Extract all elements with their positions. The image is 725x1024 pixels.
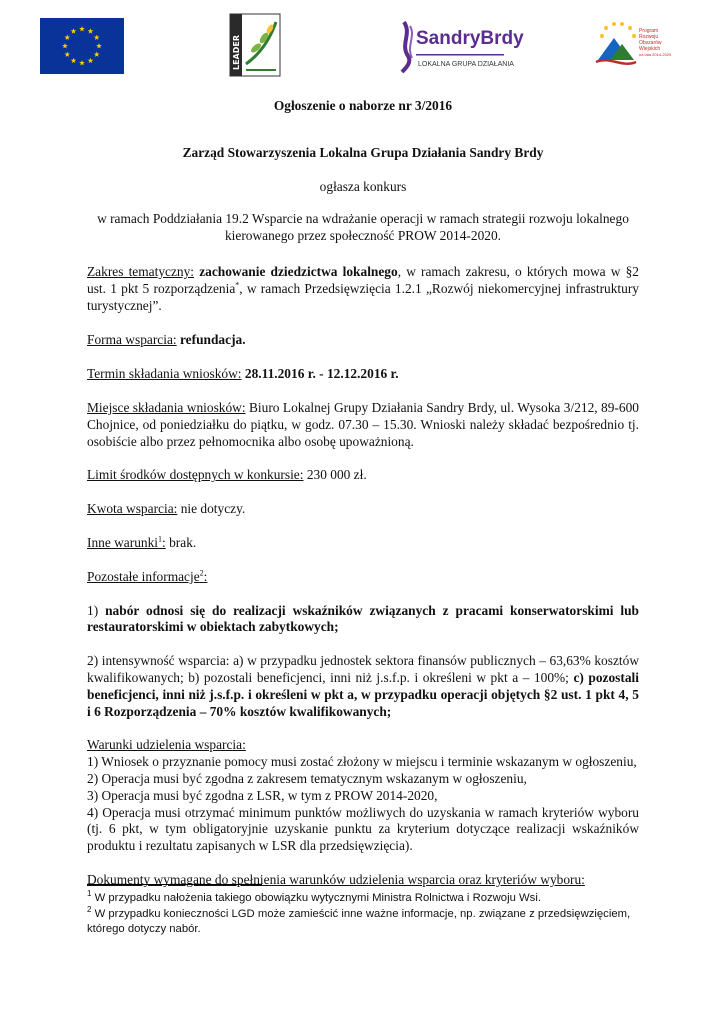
limit-label: Limit środków dostępnych w konkursie: bbox=[87, 467, 304, 483]
kwota-paragraph bbox=[87, 501, 639, 518]
zakres-paragraph bbox=[87, 264, 639, 314]
forma-value: refundacja. bbox=[179, 332, 246, 348]
info2-bold: c) pozostali beneficjenci, inni niż j.s.f.p. i określeni w pkt a, w przypadku operacji objętych §2 ust. 1 pkt 4, 5 i 6 Rozporządzenia – 70% kosztów kwalifikowanych; bbox=[87, 669, 639, 719]
forma-label: Forma wsparcia: bbox=[87, 332, 177, 348]
warunki-item: 3) Operacja musi być zgodna z LSR, w tym z PROW 2014-2020, bbox=[87, 787, 438, 803]
info2-text: 2) intensywność wsparcia: a) w przypadku jednostek sektora finansów publicznych – 63,63% kosztów kwalifikowanych; b) pozostali beneficjenci, inni niż j.s.f.p. i określeni w pkt a – 100%; bbox=[87, 653, 639, 685]
miejsce-text: Biuro Lokalnej Grupy Działania Sandry Brdy, ul. Wysoka 3/212, 89-600 Chojnice, od poniedziałku do piątku, w godz. 07.30 – 15.30. Wnioski należy składać bezpośrednio tj. osobiście albo przez pełnomocnika albo osobę upoważnioną. bbox=[87, 399, 639, 449]
prow-logo bbox=[592, 16, 672, 74]
zakres-bold: zachowanie dziedzictwa lokalnego bbox=[199, 263, 398, 279]
dokumenty-label: Dokumenty wymagane do spełnienia warunków udzielenia wsparcia oraz kryteriów wyboru: bbox=[87, 871, 585, 887]
kwota-value: nie dotyczy. bbox=[177, 501, 246, 517]
termin-value: 28.11.2016 r. - 12.12.2016 r. bbox=[244, 366, 399, 382]
pozostale-sup: 2 bbox=[199, 568, 204, 578]
miejsce-label: Miejsce składania wniosków: bbox=[87, 399, 246, 415]
announcement-title: Ogłoszenie o naborze nr 3/2016 bbox=[273, 98, 453, 113]
leader-logo bbox=[230, 14, 280, 76]
svg-text:LOKALNA GRUPA DZIAŁANIA: LOKALNA GRUPA DZIAŁANIA bbox=[418, 61, 514, 68]
pozostale-paragraph bbox=[87, 569, 639, 586]
kwota-label: Kwota wsparcia: bbox=[87, 501, 178, 517]
inne-value: brak. bbox=[165, 534, 197, 550]
announces-line: ogłasza konkurs bbox=[319, 178, 407, 194]
footnotes bbox=[87, 884, 639, 938]
zakres-text1: , w ramach zakresu, o których mowa w §2 ust. 1 pkt 5 rozporządzenia bbox=[87, 263, 639, 296]
footnote-1: $^1$ W przypadku nałożenia takiego obowiązku wytycznymi Ministra Rolnictwa i Rozwoju Wsi. bbox=[87, 889, 541, 904]
prow-logo-text: Program Rozwoju Obszarów Wiejskich na lata 2014-2020 bbox=[639, 28, 672, 57]
zakres-sup: * bbox=[235, 280, 240, 290]
warunki-paragraph bbox=[87, 737, 639, 754]
inne-paragraph bbox=[87, 535, 639, 552]
limit-paragraph bbox=[87, 467, 639, 484]
forma-paragraph bbox=[87, 332, 639, 349]
footnote-divider bbox=[87, 884, 262, 885]
eu-flag-logo bbox=[40, 18, 124, 74]
warunki-list bbox=[87, 754, 639, 804]
inne-label: Inne warunki$^1$: bbox=[87, 534, 166, 550]
footnote-2: $^2$ W przypadku konieczności LGD może zamieścić inne ważne informacje, np. związane z przedsięwzięciem, którego dotyczy nabór. bbox=[87, 904, 631, 935]
inne-sup: 1 bbox=[158, 534, 163, 544]
info2-paragraph bbox=[87, 653, 639, 720]
warunki-item4: 4) Operacja musi otrzymać minimum punktów możliwych do uzyskania w ramach kryteriów wyboru (tj. 6 pkt, w tym obligatoryjnie uzyskanie punktu za kryterium dotyczące realizacji wskaźników produktu i rezultatu zapisanych w LSR dla przedsięwzięcia). bbox=[87, 804, 639, 854]
logo-bar bbox=[0, 14, 725, 76]
announcement-body bbox=[87, 98, 639, 889]
termin-paragraph bbox=[87, 366, 639, 383]
svg-text:LEADER: LEADER bbox=[232, 34, 241, 70]
warunki-item: 1) Wniosek o przyznanie pomocy musi zostać złożony w miejscu i terminie wskazanym w ogłoszeniu, bbox=[87, 754, 637, 770]
warunki-item: 2) Operacja musi być zgodna z zakresem tematycznym wskazanym w ogłoszeniu, bbox=[87, 770, 527, 786]
limit-value: 230 000 zł. bbox=[303, 467, 367, 483]
zakres-text2: , w ramach Przedsięwzięcia 1.2.1 „Rozwój niekomercyjnej infrastruktury turystycznej”. bbox=[87, 280, 639, 313]
termin-label: Termin składania wniosków: bbox=[87, 366, 242, 382]
zakres-label: Zakres tematyczny: bbox=[87, 263, 195, 279]
warunki-label: Warunki udzielenia wsparcia: bbox=[87, 737, 246, 753]
svg-text:SandryBrdy: SandryBrdy bbox=[416, 28, 524, 49]
pozostale-label: Pozostałe informacje$^2$: bbox=[87, 568, 208, 584]
info1-bold: nabór odnosi się do realizacji wskaźników związanych z pracami konserwatorskimi lub restauratorskimi w obiektach zabytkowych; bbox=[87, 602, 639, 635]
miejsce-paragraph bbox=[87, 400, 639, 450]
measure-line: w ramach Poddziałania 19.2 Wsparcie na wdrażanie operacji w ramach strategii rozwoju lokalnego kierowanego przez społeczność PROW 2014-2020. bbox=[97, 211, 629, 244]
info1-paragraph: 1) nabór odnosi się do realizacji wskaźników związanych z pracami konserwatorskimi lub restauratorskimi w obiektach zabytkowych; bbox=[87, 602, 639, 635]
board-line: Zarząd Stowarzyszenia Lokalna Grupa Działania Sandry Brdy bbox=[182, 144, 544, 160]
sandry-brdy-logo bbox=[398, 16, 524, 74]
